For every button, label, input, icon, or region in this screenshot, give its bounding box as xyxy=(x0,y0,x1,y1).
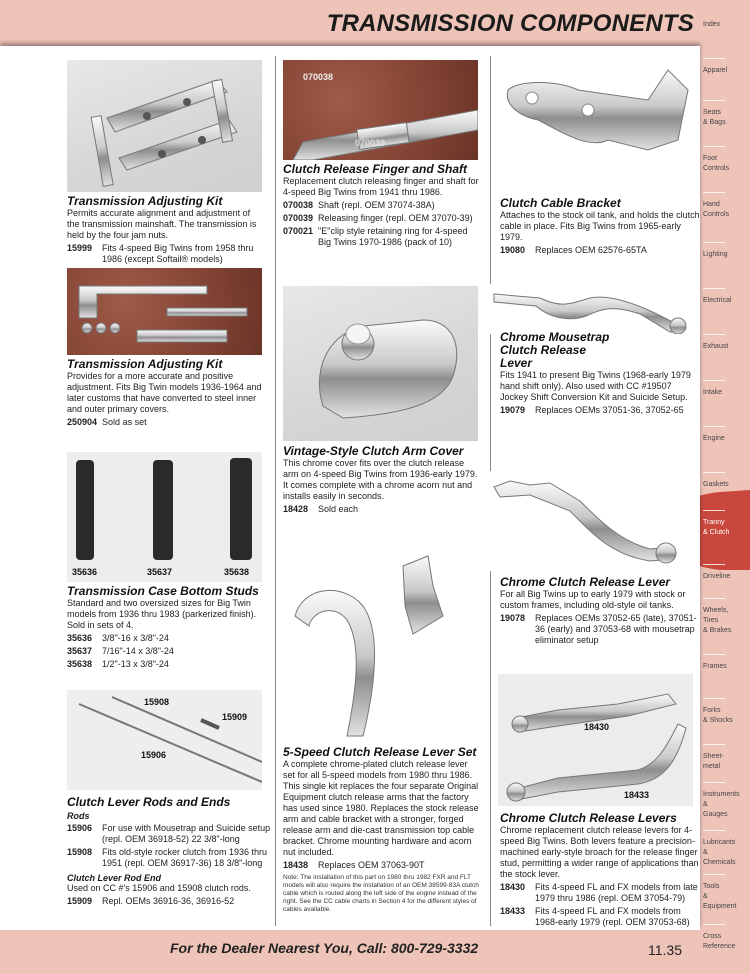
section-tab[interactable]: Sheet- metal xyxy=(703,753,724,770)
section-tab[interactable]: Exhaust xyxy=(703,343,729,350)
tab-separator xyxy=(703,58,725,59)
page-footer xyxy=(0,930,700,974)
section-tab[interactable]: Apparel xyxy=(703,67,728,74)
product-title: Clutch Cable Bracket xyxy=(500,196,621,210)
part-desc: Repl. OEMs 36916-36, 36916-52 xyxy=(102,896,235,906)
part-number: 15908 xyxy=(67,847,93,857)
part-desc: Sold as set xyxy=(102,417,147,427)
part-number: 18438 xyxy=(283,860,309,870)
part-row xyxy=(67,896,272,907)
part-desc: "E"clip style retaining ring for 4-speed Big Twins 1970-1986 (pack of 10) xyxy=(318,226,468,247)
product-description: Permits accurate alignment and adjustment of the transmission mainshaft. The transmission is held by the four jam nuts. xyxy=(67,208,257,240)
image-label: 070039 xyxy=(355,138,386,148)
tab-separator xyxy=(703,472,725,473)
part-row xyxy=(283,504,481,515)
tab-separator xyxy=(703,380,725,381)
part-row xyxy=(500,245,700,256)
part-number: 19078 xyxy=(500,613,526,623)
case-studs xyxy=(67,585,267,670)
product-description: Fits 1941 to present Big Twins (1968-early 1979 hand shift only). Also used with CC #19507 Jockey Shift Conversion Kit and Suicide Setup. xyxy=(500,370,691,402)
image-label: 35637 xyxy=(147,567,173,577)
part-desc: Shaft (repl. OEM 37074-38A) xyxy=(318,200,435,210)
part-number: 15906 xyxy=(67,823,93,833)
part-row xyxy=(67,847,272,869)
section-tab[interactable]: Seats & Bags xyxy=(703,109,726,126)
page-title: TRANSMISSION COMPONENTS xyxy=(326,10,694,37)
tab-separator xyxy=(703,698,725,699)
part-row xyxy=(500,882,700,904)
product-description: Chrome replacement clutch release levers for 4-speed Big Twins. Both levers feature a precision-machined early-style broach for the release finger stud, permitting a wider range of applications than the stock lever. xyxy=(500,825,699,879)
tab-separator xyxy=(703,192,725,193)
part-desc: Replaces OEMs 37052-65 (late), 37051-36 (early) and 37053-68 with mousetrap eliminator setup xyxy=(535,613,697,645)
release-lever xyxy=(500,576,700,646)
arm-cover-photo xyxy=(283,286,478,441)
part-desc: Replaces OEM 37063-90T xyxy=(318,860,425,870)
release-levers xyxy=(500,812,700,928)
tab-separator xyxy=(703,924,725,925)
section-tab[interactable]: Forks & Shocks xyxy=(703,707,733,724)
section-tab[interactable]: Gaskets xyxy=(703,481,729,488)
part-desc: 1/2"-13 x 3/8"-24 xyxy=(102,659,169,669)
tab-separator xyxy=(703,146,725,147)
part-desc: Replaces OEM 62576-65TA xyxy=(535,245,647,255)
image-label: 18433 xyxy=(624,790,650,800)
cable-bracket xyxy=(500,197,700,256)
product-description: This chrome cover fits over the clutch release arm on 4-speed Big Twins from 1936-early 1979. It comes complete with a chrome acorn nut and installs easily in seconds. xyxy=(283,458,478,501)
part-row xyxy=(67,243,265,265)
tab-separator xyxy=(703,744,725,745)
product-description: Replacement clutch releasing finger and shaft for 4-speed Big Twins from 1941 thru 1986. xyxy=(283,176,479,197)
release-levers-photo xyxy=(498,674,693,806)
section-tab[interactable]: Instruments & Gauges xyxy=(703,791,740,818)
lever-set xyxy=(283,746,481,914)
studs-photo xyxy=(67,452,262,582)
section-tab[interactable]: Hand Controls xyxy=(703,201,730,218)
arm-cover xyxy=(283,445,481,515)
tab-separator xyxy=(703,426,725,427)
product-description: Used on CC #'s 15906 and 15908 clutch rods. xyxy=(67,883,251,893)
part-row xyxy=(283,213,481,224)
adjusting-kit-1 xyxy=(67,195,265,265)
section-tab[interactable]: Wheels, Tires & Brakes xyxy=(703,607,732,634)
part-row xyxy=(283,226,481,248)
product-title: Transmission Adjusting Kit xyxy=(67,194,223,208)
product-description: A complete chrome-plated clutch release lever set for all 5-speed models from 1980 thru 1986. This single kit replaces the four separate Original Equipment clutch release arms that the factory has used since 1980. Replaces the stock release arm and cable bracket with a stronger, forged release arm and die-cast transmission top cable bracket. Chrome mounting hardware and acorn nut included. xyxy=(283,759,479,857)
finger-shaft-photo xyxy=(283,60,478,160)
mousetrap-photo xyxy=(490,284,695,334)
product-title: Vintage-Style Clutch Arm Cover xyxy=(283,444,464,458)
dealer-call-text: For the Dealer Nearest You, Call: 800-729-3332 xyxy=(170,940,479,956)
part-number: 35636 xyxy=(67,633,93,643)
tab-separator xyxy=(703,242,725,243)
part-row xyxy=(67,659,267,670)
product-title: 5-Speed Clutch Release Lever Set xyxy=(283,745,477,759)
part-row xyxy=(500,906,700,928)
part-desc: Releasing finger (repl. OEM 37070-39) xyxy=(318,213,473,223)
product-title: Transmission Adjusting Kit xyxy=(67,357,223,371)
part-number: 19079 xyxy=(500,405,526,415)
lever-set-photo xyxy=(283,546,478,741)
tab-separator xyxy=(703,288,725,289)
section-tab[interactable]: Electrical xyxy=(703,297,732,304)
section-tab[interactable]: Foot Controls xyxy=(703,155,730,172)
image-label: 15909 xyxy=(222,712,248,722)
adjusting-kit-2 xyxy=(67,358,265,428)
mousetrap-lever xyxy=(500,331,700,416)
part-row xyxy=(67,823,272,845)
part-desc: 3/8"-16 x 3/8"-24 xyxy=(102,633,169,643)
section-tab[interactable]: Intake xyxy=(703,389,723,396)
product-title: Clutch Release Finger and Shaft xyxy=(283,162,468,176)
column-divider xyxy=(275,56,276,926)
image-label: 18430 xyxy=(584,722,610,732)
part-number: 19080 xyxy=(500,245,526,255)
image-label: 35636 xyxy=(72,567,98,577)
subheading: Rods xyxy=(67,811,90,821)
product-title: Transmission Case Bottom Studs xyxy=(67,584,259,598)
part-number: 15909 xyxy=(67,896,93,906)
part-desc: Fits old-style rocker clutch from 1936 thru 1951 (repl. OEM 36917-36) 18 3/8"-long xyxy=(102,847,268,868)
section-tab[interactable]: Tranny & Clutch xyxy=(703,519,730,536)
section-tab[interactable]: Cross Reference xyxy=(703,933,736,950)
part-row xyxy=(67,633,267,644)
section-tabs xyxy=(700,0,750,974)
tab-separator xyxy=(703,598,725,599)
page-number: 11.35 xyxy=(648,942,682,958)
part-number: 18433 xyxy=(500,906,526,916)
adjusting-kit-1-photo xyxy=(67,60,262,192)
section-tab[interactable]: Frames xyxy=(703,663,727,670)
installation-note: Note: The installation of this part on 1980 thru 1982 FXR and FLT models will also require the installation of an OEM 38599-83A clutch cable which is routed along the left side of the engine instead of the right. See the CC cable charts in Section 4 for the different styles of cables available. xyxy=(283,874,479,913)
product-title: Chrome Mousetrap Clutch Release Lever xyxy=(500,330,610,370)
catalog-page xyxy=(0,46,700,930)
part-number: 18430 xyxy=(500,882,526,892)
part-row xyxy=(67,417,265,428)
part-desc: 7/16"-14 x 3/8"-24 xyxy=(102,646,174,656)
section-tab[interactable]: Engine xyxy=(703,435,725,442)
tab-separator xyxy=(703,510,725,511)
tab-separator xyxy=(703,874,725,875)
release-lever-photo xyxy=(490,471,695,571)
tab-separator xyxy=(703,100,725,101)
product-description: Standard and two oversized sizes for Big Twin models from 1936 thru 1983 (parkerized finish). Sold in sets of 4. xyxy=(67,598,257,630)
image-label: 15908 xyxy=(144,697,170,707)
section-tab[interactable]: Lighting xyxy=(703,251,728,258)
part-number: 35637 xyxy=(67,646,93,656)
rods-photo xyxy=(67,690,262,790)
tab-separator xyxy=(703,782,725,783)
subheading: Clutch Lever Rod End xyxy=(67,873,162,883)
tab-separator xyxy=(703,654,725,655)
part-row xyxy=(500,613,700,646)
part-number: 18428 xyxy=(283,504,309,514)
section-tab[interactable]: Driveline xyxy=(703,573,731,580)
image-label: 070038 xyxy=(303,72,334,82)
section-tab[interactable]: Index xyxy=(703,21,721,28)
part-number: 070021 xyxy=(283,226,314,236)
product-title: Clutch Lever Rods and Ends xyxy=(67,795,231,809)
tab-separator xyxy=(703,334,725,335)
image-label: 35638 xyxy=(224,567,250,577)
part-number: 15999 xyxy=(67,243,93,253)
part-desc: Fits 4-speed FL and FX models from 1968-early 1979 (repl. OEM 37053-68) xyxy=(535,906,690,927)
clutch-lever-rods xyxy=(67,796,272,907)
part-desc: Fits 4-speed FL and FX models from late 1979 thru 1986 (repl. OEM 37054-79) xyxy=(535,882,698,903)
image-label: 15906 xyxy=(141,750,167,760)
part-number: 070039 xyxy=(283,213,314,223)
part-desc: For use with Mousetrap and Suicide setup (repl. OEM 36918-52) 22 3/8"-long xyxy=(102,823,271,844)
section-tab[interactable]: Lubricants & Chemicals xyxy=(703,839,736,866)
part-row xyxy=(500,405,700,416)
part-desc: Fits 4-speed Big Twins from 1958 thru 1986 (except Softail® models) xyxy=(102,243,254,264)
tab-separator xyxy=(703,564,725,565)
page-header xyxy=(0,0,700,46)
finger-and-shaft xyxy=(283,163,481,248)
part-row xyxy=(283,860,481,871)
part-row xyxy=(283,200,481,211)
cable-bracket-photo xyxy=(498,60,696,190)
part-row xyxy=(67,646,267,657)
adjusting-kit-2-photo xyxy=(67,268,262,355)
product-description: Provides for a more accurate and positive adjustment. Fits Big Twin models 1936-1964 and later customs that have converted to steel inner and outer primary covers. xyxy=(67,371,262,414)
part-number: 35638 xyxy=(67,659,93,669)
product-description: For all Big Twins up to early 1979 with stock or custom frames, including old-style oil tanks. xyxy=(500,589,686,610)
part-desc: Replaces OEMs 37051-36, 37052-65 xyxy=(535,405,684,415)
section-tab[interactable]: Tools & Equipment xyxy=(703,883,737,910)
tab-separator xyxy=(703,830,725,831)
product-description: Attaches to the stock oil tank, and holds the clutch cable in place. Fits Big Twins from 1965-early 1979. xyxy=(500,210,700,242)
part-number: 250904 xyxy=(67,417,98,427)
part-desc: Sold each xyxy=(318,504,359,514)
product-title: Chrome Clutch Release Lever xyxy=(500,575,671,589)
part-number: 070038 xyxy=(283,200,314,210)
product-title: Chrome Clutch Release Levers xyxy=(500,811,677,825)
